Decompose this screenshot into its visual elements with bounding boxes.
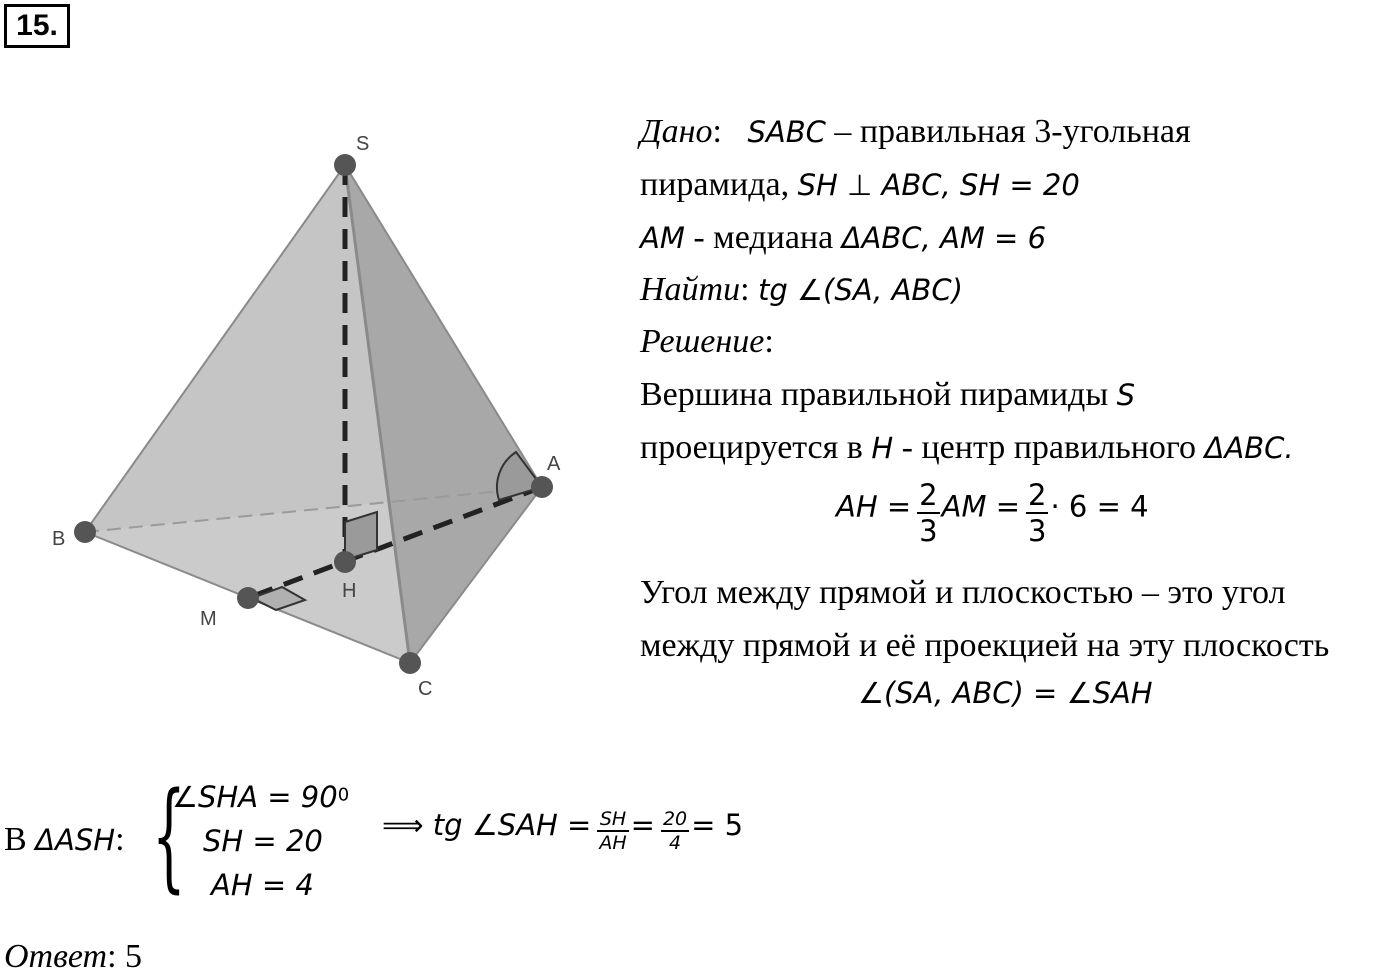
solution-label: Решение <box>640 323 765 360</box>
given-line-2 <box>640 165 1080 205</box>
formula-ah-lhs: AH = <box>836 489 912 524</box>
system-eq1 <box>172 780 349 814</box>
given-colon: : <box>712 113 722 150</box>
find-math: tg ∠(SA, ABC) <box>758 273 963 307</box>
solution-line-2 <box>640 428 1294 468</box>
given-label: Дано <box>640 113 713 150</box>
solution-line2-text1: проецируется в <box>640 429 872 466</box>
point-c <box>399 652 421 674</box>
point-s <box>334 154 356 176</box>
angle-equation <box>858 676 1153 710</box>
pyramid-figure <box>0 0 620 720</box>
formula-ah-rhs: · 6 = 4 <box>1050 489 1149 524</box>
solution-line-4: между прямой и её проекцией на эту плоскость <box>640 627 1330 664</box>
system-prefix-text: В <box>4 821 36 858</box>
problem-number: 15. <box>4 4 70 48</box>
label-s: S <box>356 133 370 155</box>
system-result <box>382 808 743 854</box>
given-line-1 <box>640 112 1191 152</box>
answer-label: Ответ <box>4 938 108 975</box>
label-m: M <box>200 608 217 630</box>
formula-ah-frac2 <box>1026 478 1048 548</box>
system-eq-sign: = <box>630 808 655 842</box>
system-prefix-colon: : <box>115 821 125 858</box>
given-line3-math1: AM <box>640 221 685 255</box>
system-frac1-den: AH <box>599 832 627 855</box>
system-eq2 <box>203 824 323 858</box>
given-line3-math2: ΔABC, AM = 6 <box>841 221 1047 255</box>
system-frac1 <box>597 808 628 854</box>
system-brace: { <box>152 766 186 904</box>
formula-ah-mid: AM = <box>941 489 1021 524</box>
label-b: B <box>52 528 66 550</box>
solution-line-1 <box>640 375 1135 415</box>
system-result-value: = 5 <box>691 808 744 842</box>
point-a <box>531 476 553 498</box>
system-frac1-num: SH <box>599 808 627 831</box>
given-line2-text: пирамида, <box>640 166 798 203</box>
system-eq1-text: ∠SHA = 90 <box>172 780 338 814</box>
given-line-3 <box>640 218 1046 258</box>
angle-equation-math: ∠(SA, ABC) = ∠SAH <box>858 676 1153 710</box>
formula-ah-frac1-num: 2 <box>919 478 938 512</box>
solution-line1-text: Вершина правильной пирамиды <box>640 376 1117 413</box>
system-prefix-math: ΔASH <box>35 823 116 857</box>
formula-ah-frac1 <box>917 478 939 548</box>
system-frac2-num: 20 <box>662 808 688 831</box>
given-line3-text: - медиана <box>684 219 842 256</box>
system-frac2-den: 4 <box>661 830 689 854</box>
formula-ah-frac2-num: 2 <box>1028 478 1047 512</box>
solution-heading <box>640 322 774 362</box>
system-eq1-sup: 0 <box>337 784 350 806</box>
system-frac2 <box>661 808 689 854</box>
given-pyramid-name: SABC <box>747 115 826 149</box>
point-b <box>74 521 96 543</box>
system-eq3-text: AH = 4 <box>211 868 314 902</box>
find-colon: : <box>740 271 750 308</box>
system-prefix <box>4 820 125 860</box>
solution-line-3: Угол между прямой и плоскостью – это угол <box>640 574 1286 611</box>
label-h: H <box>342 580 357 602</box>
solution-line2-math2: ΔABC. <box>1204 431 1294 465</box>
find-line <box>640 270 963 310</box>
given-line1-text: – правильная 3-угольная <box>825 113 1191 150</box>
answer-colon: : <box>107 938 117 975</box>
answer-value: 5 <box>116 938 143 975</box>
find-label: Найти <box>640 271 741 308</box>
solution-line2-math1: H <box>871 431 894 465</box>
formula-ah <box>836 478 1149 548</box>
label-c: C <box>418 678 433 700</box>
system-eq3 <box>211 868 314 902</box>
system-implies: ⟹ tg ∠SAH = <box>382 808 592 842</box>
label-a: A <box>547 453 561 475</box>
solution-line2-text2: - центр правильного <box>893 429 1205 466</box>
formula-ah-frac2-den: 3 <box>1028 514 1047 548</box>
point-m <box>237 587 259 609</box>
solution-colon: : <box>764 323 774 360</box>
system-eq2-text: SH = 20 <box>203 824 323 858</box>
given-line2-math: SH ⊥ ABC, SH = 20 <box>797 168 1080 202</box>
point-h <box>334 551 356 573</box>
answer-line <box>4 937 142 977</box>
formula-ah-frac1-den: 3 <box>919 514 938 548</box>
solution-line1-math: S <box>1116 378 1136 412</box>
